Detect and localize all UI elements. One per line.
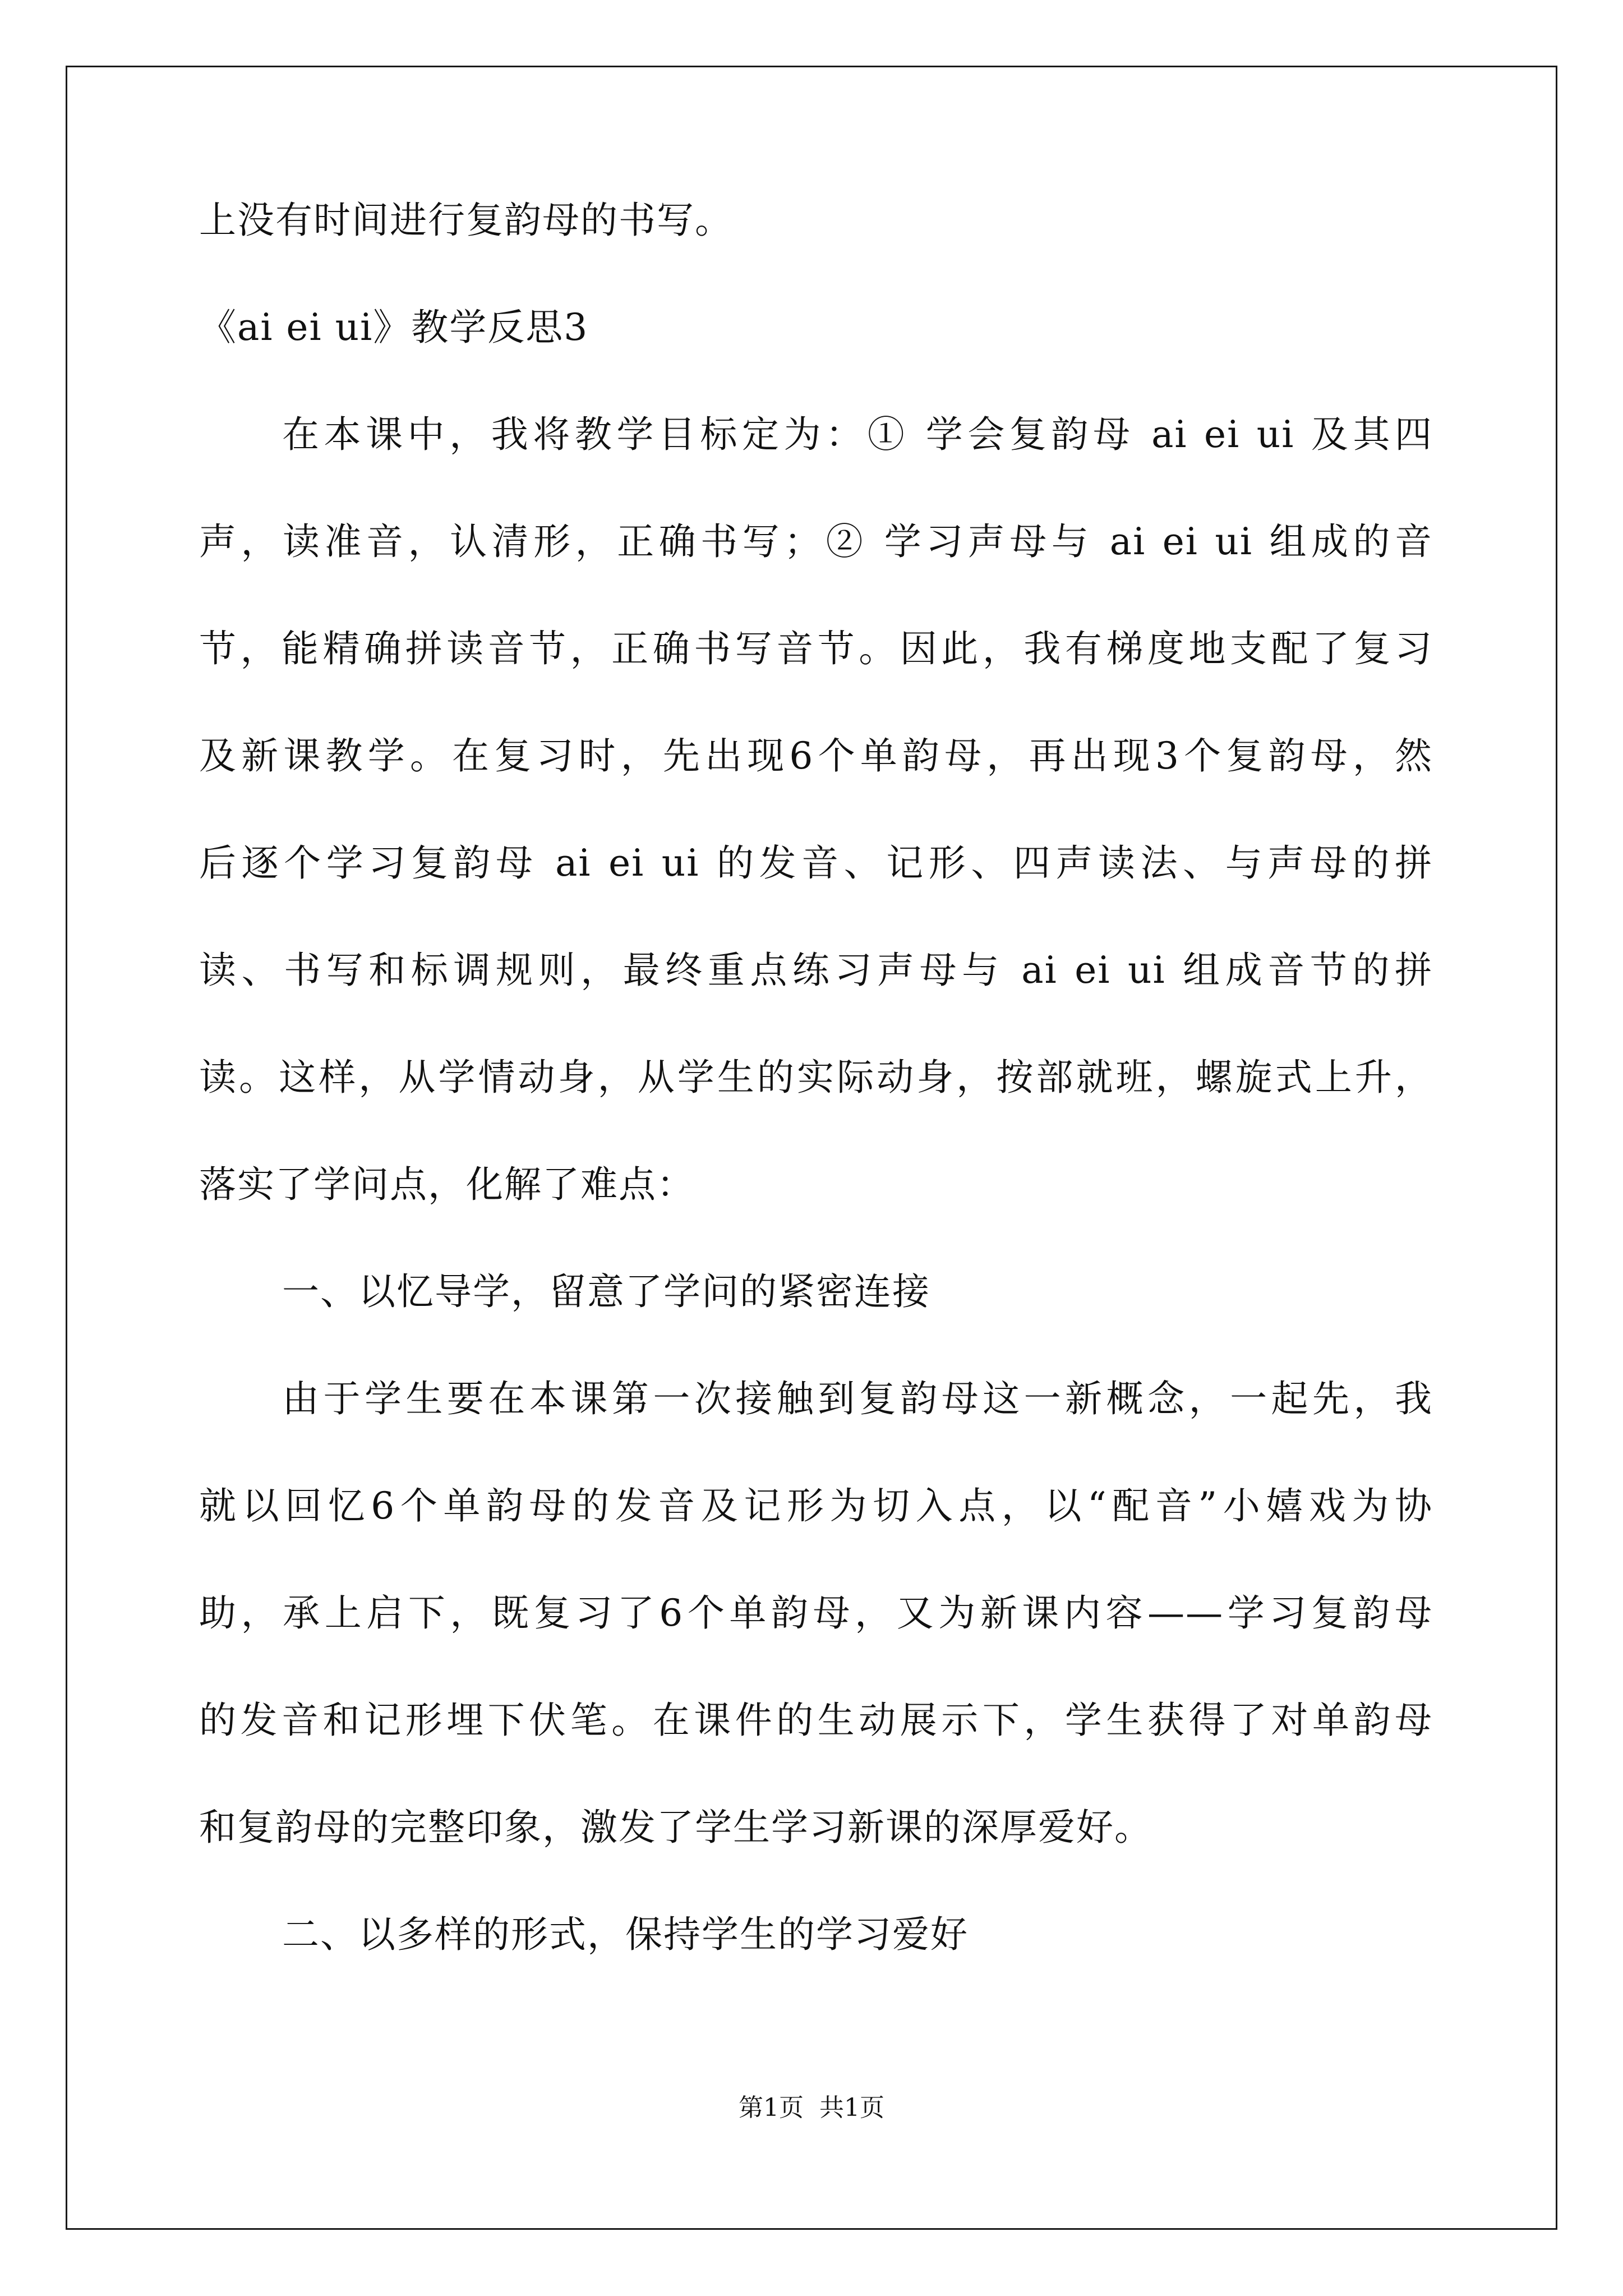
page-number: 第1页 共1页 [739,2093,884,2122]
paragraph-line: 节，能精确拼读音节，正确书写音节。因此，我有梯度地支配了复习 [199,627,1433,670]
paragraph-line: 由于学生要在本课第一次接触到复韵母这一新概念，一起先，我 [282,1377,1433,1420]
paragraph-line: 就以回忆6个单韵母的发音及记形为切入点，以“配音”小嬉戏为协 [199,1484,1433,1527]
paragraph-line: 和复韵母的完整印象，激发了学生学习新课的深厚爱好。 [199,1806,1152,1849]
document-body [199,199,1433,2023]
paragraph-line: 及新课教学。在复习时，先出现6个单韵母，再出现3个复韵母，然 [199,734,1433,777]
paragraph-line: 声，读准音，认清形，正确书写；② 学习声母与 ai ei ui 组成的音 [199,520,1433,563]
text-line: 上没有时间进行复韵母的书写。 [199,199,733,242]
paragraph-line: 在本课中，我将教学目标定为：① 学会复韵母 ai ei ui 及其四 [282,413,1433,456]
paragraph-line: 读、书写和标调规则，最终重点练习声母与 ai ei ui 组成音节的拼 [199,949,1433,992]
subheading: 二、以多样的形式，保持学生的学习爱好 [282,1913,969,1956]
paragraph-line: 助，承上启下，既复习了6个单韵母，又为新课内容——学习复韵母 [199,1591,1433,1635]
paragraph-line: 落实了学问点，化解了难点： [199,1163,695,1206]
paragraph-line: 的发音和记形埋下伏笔。在课件的生动展示下，学生获得了对单韵母 [199,1699,1433,1742]
paragraph-line: 后逐个学习复韵母 ai ei ui 的发音、记形、四声读法、与声母的拼 [199,841,1433,885]
subheading: 一、以忆导学，留意了学问的紧密连接 [282,1270,930,1313]
paragraph-line: 读。这样，从学情动身，从学生的实际动身，按部就班，螺旋式上升， [199,1056,1433,1099]
section-title: 《ai ei ui》教学反思3 [199,306,589,349]
